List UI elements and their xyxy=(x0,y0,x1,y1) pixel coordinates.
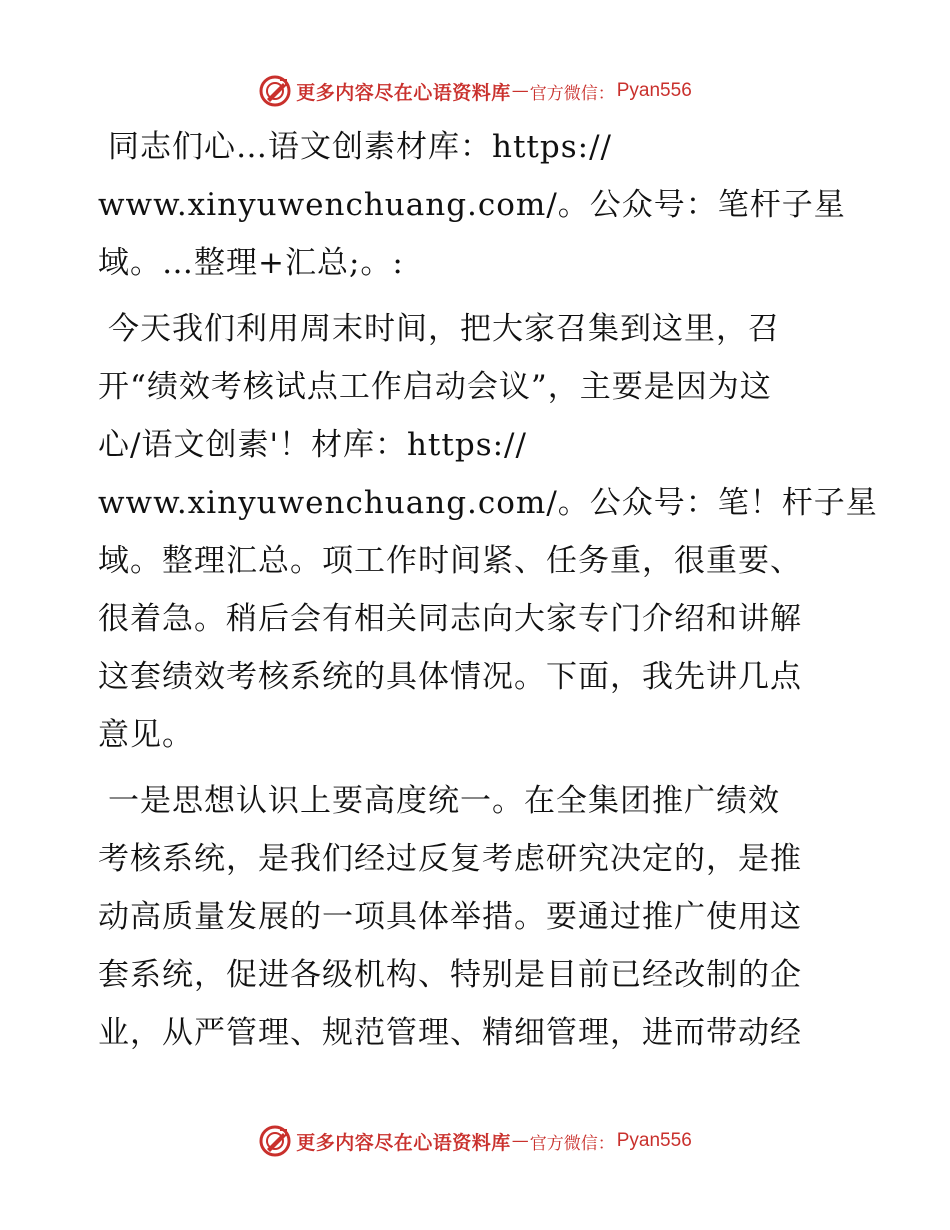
text-line: 动高质量发展的一项具体举措。要通过推广使用这 xyxy=(98,899,802,935)
text-line: 开“绩效考核试点工作启动会议”，主要是因为这 xyxy=(98,369,772,405)
text-line: 很着急。稍后会有相关同志向大家专门介绍和讲解 xyxy=(98,601,802,637)
text-line: 域。整理汇总。项工作时间紧、任务重，很重要、 xyxy=(98,543,802,579)
banner-slogan: 更多内容尽在心语资料库 xyxy=(296,81,511,104)
text-line: 域。…整理+汇总;。: xyxy=(98,245,404,281)
banner-wechat-id: Pyan556 xyxy=(616,1130,692,1151)
text-line: 同志们心…语文创素材库：https:// xyxy=(108,129,612,165)
text-line: www.xinyuwenchuang.com/。公众号：笔！杆子星 xyxy=(98,485,878,521)
logo-icon xyxy=(258,74,292,108)
paragraph xyxy=(98,772,854,1062)
banner-slogan: 更多内容尽在心语资料库 xyxy=(296,1131,511,1154)
paragraph xyxy=(98,300,878,764)
text-line: 今天我们利用周末时间，把大家召集到这里，召 xyxy=(108,311,780,347)
banner-separator: — xyxy=(511,1131,529,1151)
text-line: 心/语文创素'！材库：https:// xyxy=(98,427,527,463)
footer-banner xyxy=(0,1121,950,1161)
text-line: 考核系统，是我们经过反复考虑研究决定的，是推 xyxy=(98,841,802,877)
text-line: 套系统，促进各级机构、特别是目前已经改制的企 xyxy=(98,957,802,993)
text-line: www.xinyuwenchuang.com/。公众号：笔杆子星 xyxy=(98,187,846,223)
logo-icon xyxy=(258,1124,292,1158)
header-banner xyxy=(0,71,950,111)
document-body xyxy=(98,118,878,1070)
text-line: 这套绩效考核系统的具体情况。下面，我先讲几点 xyxy=(98,659,802,695)
text-line: 意见。 xyxy=(98,717,194,753)
banner-wechat-label: 官方微信： xyxy=(529,83,615,104)
banner-wechat-label: 官方微信： xyxy=(529,1133,615,1154)
banner-wechat-id: Pyan556 xyxy=(616,80,692,101)
text-line: 业，从严管理、规范管理、精细管理，进而带动经 xyxy=(98,1015,802,1051)
text-line: 一是思想认识上要高度统一。在全集团推广绩效 xyxy=(108,783,780,819)
banner-separator: — xyxy=(511,81,529,101)
paragraph xyxy=(98,118,854,292)
